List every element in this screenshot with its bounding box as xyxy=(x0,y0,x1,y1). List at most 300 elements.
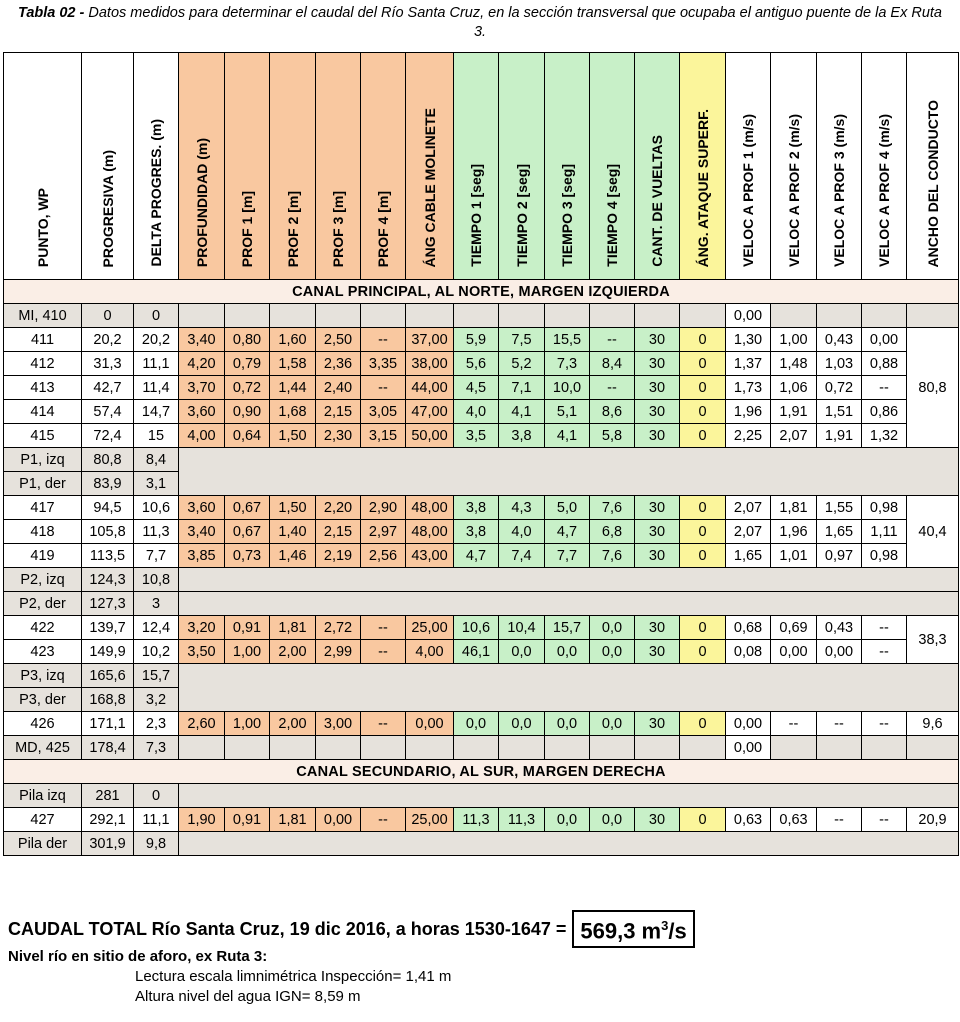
table-cell xyxy=(270,736,316,760)
table-caption xyxy=(10,4,950,42)
table-cell: P1, der xyxy=(4,472,82,496)
table-cell: 0,80 xyxy=(225,328,270,352)
table-cell: 292,1 xyxy=(82,808,134,832)
table-cell: 20,9 xyxy=(907,808,959,832)
header-veloc3 xyxy=(817,53,862,280)
table-cell: 0,90 xyxy=(225,400,270,424)
table-cell: -- xyxy=(862,808,907,832)
table-cell: MD, 425 xyxy=(4,736,82,760)
table-cell xyxy=(454,736,499,760)
table-cell: -- xyxy=(862,616,907,640)
header-veloc1 xyxy=(726,53,771,280)
table-row xyxy=(4,568,959,592)
table-cell: Pila der xyxy=(4,832,82,856)
table-cell: 2,15 xyxy=(316,400,361,424)
table-cell: 0 xyxy=(680,376,726,400)
table-cell: -- xyxy=(361,712,406,736)
table-cell: 105,8 xyxy=(82,520,134,544)
table-cell: 0 xyxy=(680,520,726,544)
column-header-label: PROF 1 [m] xyxy=(239,190,255,267)
table-cell: 127,3 xyxy=(82,592,134,616)
table-cell: -- xyxy=(590,328,635,352)
table-cell: 1,73 xyxy=(726,376,771,400)
table-cell: 25,00 xyxy=(406,616,454,640)
table-cell: Pila izq xyxy=(4,784,82,808)
table-cell: 30 xyxy=(635,712,680,736)
table-cell xyxy=(499,736,545,760)
table-cell: 3,70 xyxy=(179,376,225,400)
table-cell: 0,0 xyxy=(545,640,590,664)
table-cell: 9,8 xyxy=(134,832,179,856)
table-cell: 413 xyxy=(4,376,82,400)
table-cell: 0,0 xyxy=(499,640,545,664)
table-cell: P3, izq xyxy=(4,664,82,688)
table-cell: 165,6 xyxy=(82,664,134,688)
table-cell: 30 xyxy=(635,640,680,664)
table-cell: 0,69 xyxy=(771,616,817,640)
table-cell: 50,00 xyxy=(406,424,454,448)
ancho-group-2: 40,4 xyxy=(907,496,959,568)
table-cell: 25,00 xyxy=(406,808,454,832)
table-cell: 3 xyxy=(134,592,179,616)
table-cell: 1,50 xyxy=(270,424,316,448)
table-row xyxy=(4,352,959,376)
table-cell: 4,3 xyxy=(499,496,545,520)
table-cell: 3,40 xyxy=(179,328,225,352)
table-row xyxy=(4,328,959,352)
table-cell xyxy=(179,304,225,328)
table-cell: 0,00 xyxy=(726,712,771,736)
table-cell xyxy=(316,736,361,760)
table-cell: 0,00 xyxy=(817,640,862,664)
table-cell: 1,81 xyxy=(771,496,817,520)
table-cell: 1,91 xyxy=(771,400,817,424)
table-cell: 1,96 xyxy=(771,520,817,544)
table-cell: 5,0 xyxy=(545,496,590,520)
table-cell: -- xyxy=(862,640,907,664)
table-cell: -- xyxy=(590,376,635,400)
table-cell: 7,6 xyxy=(590,544,635,568)
column-header-label: DELTA PROGRES. (m) xyxy=(148,119,164,267)
table-cell: 3,85 xyxy=(179,544,225,568)
section-title: CANAL PRINCIPAL, AL NORTE, MARGEN IZQUIERDA xyxy=(4,280,959,304)
table-cell: 4,00 xyxy=(406,640,454,664)
table-cell: 5,9 xyxy=(454,328,499,352)
table-cell: 2,15 xyxy=(316,520,361,544)
column-header-label: ANCHO DEL CONDUCTO xyxy=(924,99,941,267)
caption-label: Tabla 02 - xyxy=(18,5,85,21)
table-cell: 171,1 xyxy=(82,712,134,736)
table-row xyxy=(4,808,959,832)
table-cell: 2,00 xyxy=(270,712,316,736)
table-cell: 10,0 xyxy=(545,376,590,400)
header-ancho xyxy=(907,53,959,280)
table-cell: 1,68 xyxy=(270,400,316,424)
table-cell: 30 xyxy=(635,616,680,640)
table-cell xyxy=(817,304,862,328)
table-cell xyxy=(545,736,590,760)
table-cell: 419 xyxy=(4,544,82,568)
table-cell: 427 xyxy=(4,808,82,832)
table-cell: -- xyxy=(817,712,862,736)
table-cell: 1,11 xyxy=(862,520,907,544)
table-cell: 2,25 xyxy=(726,424,771,448)
table-cell: 2,56 xyxy=(361,544,406,568)
table-cell: 7,7 xyxy=(545,544,590,568)
column-header-label: VELOC A PROF 3 (m/s) xyxy=(831,114,847,267)
summary-footer xyxy=(8,912,948,1005)
table-cell xyxy=(680,736,726,760)
table-cell: 0 xyxy=(680,352,726,376)
table-cell: 2,90 xyxy=(361,496,406,520)
header-vueltas xyxy=(635,53,680,280)
table-cell xyxy=(590,736,635,760)
table-cell: 1,48 xyxy=(771,352,817,376)
table-cell xyxy=(225,736,270,760)
table-cell: 11,3 xyxy=(134,520,179,544)
header-tiempo3 xyxy=(545,53,590,280)
table-cell: 11,3 xyxy=(499,808,545,832)
table-cell: 20,2 xyxy=(134,328,179,352)
table-cell: 4,7 xyxy=(545,520,590,544)
table-cell: 0 xyxy=(680,640,726,664)
table-cell: 0,00 xyxy=(726,736,771,760)
column-header-label: VELOC A PROF 4 (m/s) xyxy=(876,114,892,267)
table-cell: 0,67 xyxy=(225,520,270,544)
table-cell: 0 xyxy=(680,400,726,424)
table-cell: 0,67 xyxy=(225,496,270,520)
table-row xyxy=(4,784,959,808)
table-cell: 72,4 xyxy=(82,424,134,448)
table-cell: 0,98 xyxy=(862,496,907,520)
table-cell xyxy=(270,304,316,328)
table-cell: 2,07 xyxy=(771,424,817,448)
table-cell: 2,97 xyxy=(361,520,406,544)
table-cell: 14,7 xyxy=(134,400,179,424)
table-cell xyxy=(862,304,907,328)
table-cell: 0,0 xyxy=(545,712,590,736)
table-cell: 10,6 xyxy=(454,616,499,640)
table-cell: 0 xyxy=(134,304,179,328)
table-cell: 0,00 xyxy=(316,808,361,832)
table-cell: 6,8 xyxy=(590,520,635,544)
caudal-total-value: 569,3 $m^3/s$ xyxy=(572,910,694,947)
header-row xyxy=(4,53,959,280)
table-cell: 3,60 xyxy=(179,400,225,424)
table-cell: 1,50 xyxy=(270,496,316,520)
table-cell: -- xyxy=(862,712,907,736)
table-cell: P2, der xyxy=(4,592,82,616)
table-cell: 3,8 xyxy=(454,496,499,520)
table-cell: 1,81 xyxy=(270,616,316,640)
table-cell: 5,8 xyxy=(590,424,635,448)
table-cell: -- xyxy=(361,616,406,640)
table-row xyxy=(4,376,959,400)
caudal-total-line xyxy=(8,912,948,946)
column-header-label: ÁNG CABLE MOLINETE xyxy=(421,107,438,267)
table-cell: 0 xyxy=(680,496,726,520)
table-cell: 3,2 xyxy=(134,688,179,712)
table-row xyxy=(4,304,959,328)
table-cell xyxy=(179,592,959,616)
header-punto xyxy=(4,53,82,280)
table-cell: 10,4 xyxy=(499,616,545,640)
table-cell: 3,50 xyxy=(179,640,225,664)
table-cell: 1,06 xyxy=(771,376,817,400)
table-cell: 0,00 xyxy=(771,640,817,664)
table-cell: 48,00 xyxy=(406,520,454,544)
table-cell: 4,1 xyxy=(545,424,590,448)
header-tiempo2 xyxy=(499,53,545,280)
table-cell: 1,44 xyxy=(270,376,316,400)
table-cell: 11,4 xyxy=(134,376,179,400)
table-cell xyxy=(862,736,907,760)
table-row xyxy=(4,832,959,856)
nivel-heading: Nivel río en sitio de aforo, ex Ruta 3: xyxy=(8,948,268,965)
table-cell: 0,0 xyxy=(590,808,635,832)
column-header-label: PUNTO, WP xyxy=(34,187,51,267)
table-cell: 4,1 xyxy=(499,400,545,424)
table-cell: 1,65 xyxy=(726,544,771,568)
header-prof3 xyxy=(316,53,361,280)
table-cell: 3,60 xyxy=(179,496,225,520)
table-cell xyxy=(680,304,726,328)
table-cell: 0,79 xyxy=(225,352,270,376)
table-cell: 38,00 xyxy=(406,352,454,376)
table-cell: 0,91 xyxy=(225,808,270,832)
table-cell: -- xyxy=(862,376,907,400)
table-cell: 1,46 xyxy=(270,544,316,568)
table-cell: 0,64 xyxy=(225,424,270,448)
table-cell: 30 xyxy=(635,328,680,352)
table-cell: 1,91 xyxy=(817,424,862,448)
column-header-label: VELOC A PROF 2 (m/s) xyxy=(785,114,802,267)
table-cell xyxy=(316,304,361,328)
table-cell: 43,00 xyxy=(406,544,454,568)
table-cell: 48,00 xyxy=(406,496,454,520)
column-header-label: PROGRESIVA (m) xyxy=(99,149,116,267)
table-cell: 0 xyxy=(134,784,179,808)
header-delta xyxy=(134,53,179,280)
header-prof2 xyxy=(270,53,316,280)
table-cell: 31,3 xyxy=(82,352,134,376)
ancho-group-3: 38,3 xyxy=(907,616,959,664)
table-cell: 1,96 xyxy=(726,400,771,424)
table-cell: 2,99 xyxy=(316,640,361,664)
table-cell: 0 xyxy=(680,544,726,568)
table-cell: 30 xyxy=(635,424,680,448)
column-header-label: TIEMPO 4 [seg] xyxy=(604,164,620,267)
table-cell: 0 xyxy=(680,616,726,640)
table-cell: 5,2 xyxy=(499,352,545,376)
table-cell: 4,0 xyxy=(499,520,545,544)
table-row xyxy=(4,592,959,616)
table-cell: 301,9 xyxy=(82,832,134,856)
header-prof1 xyxy=(225,53,270,280)
table-row xyxy=(4,736,959,760)
table-cell: 0,00 xyxy=(406,712,454,736)
table-cell: 15 xyxy=(134,424,179,448)
table-cell: 1,00 xyxy=(225,640,270,664)
table-cell: 1,51 xyxy=(817,400,862,424)
table-cell: 2,36 xyxy=(316,352,361,376)
table-cell: 2,50 xyxy=(316,328,361,352)
table-row xyxy=(4,544,959,568)
column-header-label: PROF 2 [m] xyxy=(284,190,301,267)
column-header-label: TIEMPO 3 [seg] xyxy=(559,164,575,267)
table-cell: 7,6 xyxy=(590,496,635,520)
table-cell: P1, izq xyxy=(4,448,82,472)
table-cell: 422 xyxy=(4,616,82,640)
table-cell: 1,65 xyxy=(817,520,862,544)
table-cell: 3,5 xyxy=(454,424,499,448)
table-cell: 1,00 xyxy=(771,328,817,352)
table-cell xyxy=(590,304,635,328)
table-cell: 7,7 xyxy=(134,544,179,568)
header-tiempo4 xyxy=(590,53,635,280)
table-cell: 30 xyxy=(635,544,680,568)
table-cell: 5,6 xyxy=(454,352,499,376)
table-cell xyxy=(635,304,680,328)
caption-text: Datos medidos para determinar el caudal del Río Santa Cruz, en la sección transversal que ocupaba el antiguo puente de la Ex Ruta 3. xyxy=(88,5,942,40)
table-cell: 1,58 xyxy=(270,352,316,376)
table-cell: -- xyxy=(361,640,406,664)
table-cell xyxy=(406,304,454,328)
table-cell: 0,0 xyxy=(499,712,545,736)
table-cell: 57,4 xyxy=(82,400,134,424)
table-cell: 139,7 xyxy=(82,616,134,640)
table-cell xyxy=(179,784,959,808)
table-cell xyxy=(179,664,959,712)
lectura-line: Lectura escala limnimétrica Inspección= 1,41 m xyxy=(135,968,452,985)
table-cell: 0,68 xyxy=(726,616,771,640)
table-cell: 124,3 xyxy=(82,568,134,592)
table-cell: 10,8 xyxy=(134,568,179,592)
table-cell: 15,7 xyxy=(545,616,590,640)
table-cell: MI, 410 xyxy=(4,304,82,328)
section-title: CANAL SECUNDARIO, AL SUR, MARGEN DERECHA xyxy=(4,760,959,784)
table-cell: 0,63 xyxy=(726,808,771,832)
table-cell: 9,6 xyxy=(907,712,959,736)
table-cell xyxy=(635,736,680,760)
table-cell: 2,19 xyxy=(316,544,361,568)
table-cell: 30 xyxy=(635,352,680,376)
table-cell: 4,0 xyxy=(454,400,499,424)
table-cell: 30 xyxy=(635,520,680,544)
table-row xyxy=(4,496,959,520)
table-cell: 178,4 xyxy=(82,736,134,760)
table-cell: 1,55 xyxy=(817,496,862,520)
table-cell: 0,08 xyxy=(726,640,771,664)
header-profundidad xyxy=(179,53,225,280)
table-cell: 37,00 xyxy=(406,328,454,352)
table-cell: 2,72 xyxy=(316,616,361,640)
table-cell: 0 xyxy=(680,328,726,352)
table-cell: 94,5 xyxy=(82,496,134,520)
table-cell: 11,1 xyxy=(134,352,179,376)
table-cell: 46,1 xyxy=(454,640,499,664)
table-cell: -- xyxy=(771,712,817,736)
table-cell: 4,5 xyxy=(454,376,499,400)
table-cell: 0 xyxy=(680,808,726,832)
altura-line: Altura nivel del agua IGN= 8,59 m xyxy=(135,988,361,1005)
table-cell: 0,97 xyxy=(817,544,862,568)
table-row xyxy=(4,664,959,688)
table-cell: 0,43 xyxy=(817,616,862,640)
table-cell: 1,81 xyxy=(270,808,316,832)
table-cell: 0 xyxy=(680,712,726,736)
table-cell: 7,3 xyxy=(545,352,590,376)
ancho-group-1: 80,8 xyxy=(907,328,959,448)
table-cell: 0,98 xyxy=(862,544,907,568)
table-cell: 80,8 xyxy=(82,448,134,472)
table-cell: 411 xyxy=(4,328,82,352)
table-cell: -- xyxy=(361,376,406,400)
section-row-south xyxy=(4,760,959,784)
table-cell: 2,60 xyxy=(179,712,225,736)
table-cell: 1,30 xyxy=(726,328,771,352)
table-cell xyxy=(817,736,862,760)
table-cell: 3,15 xyxy=(361,424,406,448)
table-cell: 113,5 xyxy=(82,544,134,568)
table-cell: 4,20 xyxy=(179,352,225,376)
table-cell: 1,40 xyxy=(270,520,316,544)
table-cell: 47,00 xyxy=(406,400,454,424)
table-cell xyxy=(454,304,499,328)
table-cell: 7,1 xyxy=(499,376,545,400)
table-cell: 0,0 xyxy=(454,712,499,736)
table-cell: 415 xyxy=(4,424,82,448)
section-row-north xyxy=(4,280,959,304)
table-cell: 10,2 xyxy=(134,640,179,664)
column-header-label: CANT. DE VUELTAS xyxy=(649,135,665,267)
table-cell: 0,63 xyxy=(771,808,817,832)
table-cell xyxy=(771,304,817,328)
header-progresiva xyxy=(82,53,134,280)
table-cell: 3,8 xyxy=(454,520,499,544)
table-cell xyxy=(907,736,959,760)
table-cell: 412 xyxy=(4,352,82,376)
column-header-label: TIEMPO 2 [seg] xyxy=(513,164,530,267)
table-cell: 0,00 xyxy=(726,304,771,328)
column-header-label: PROF 4 [m] xyxy=(375,190,391,267)
table-cell: 0,91 xyxy=(225,616,270,640)
table-cell: 15,7 xyxy=(134,664,179,688)
table-cell: 3,00 xyxy=(316,712,361,736)
table-cell: 281 xyxy=(82,784,134,808)
table-cell xyxy=(179,448,959,496)
table-cell: 44,00 xyxy=(406,376,454,400)
header-veloc2 xyxy=(771,53,817,280)
table-cell: 0,00 xyxy=(862,328,907,352)
table-cell: 1,37 xyxy=(726,352,771,376)
column-header-label: VELOC A PROF 1 (m/s) xyxy=(740,114,756,267)
table-cell: 1,01 xyxy=(771,544,817,568)
table-cell: 15,5 xyxy=(545,328,590,352)
table-cell: 83,9 xyxy=(82,472,134,496)
table-cell: 30 xyxy=(635,808,680,832)
table-cell: 4,00 xyxy=(179,424,225,448)
table-cell: 1,03 xyxy=(817,352,862,376)
table-row xyxy=(4,616,959,640)
table-cell: 3,35 xyxy=(361,352,406,376)
table-cell: 3,1 xyxy=(134,472,179,496)
table-cell: 30 xyxy=(635,400,680,424)
table-cell: 0,0 xyxy=(545,808,590,832)
table-row xyxy=(4,520,959,544)
table-cell xyxy=(406,736,454,760)
table-cell: 0,0 xyxy=(590,712,635,736)
